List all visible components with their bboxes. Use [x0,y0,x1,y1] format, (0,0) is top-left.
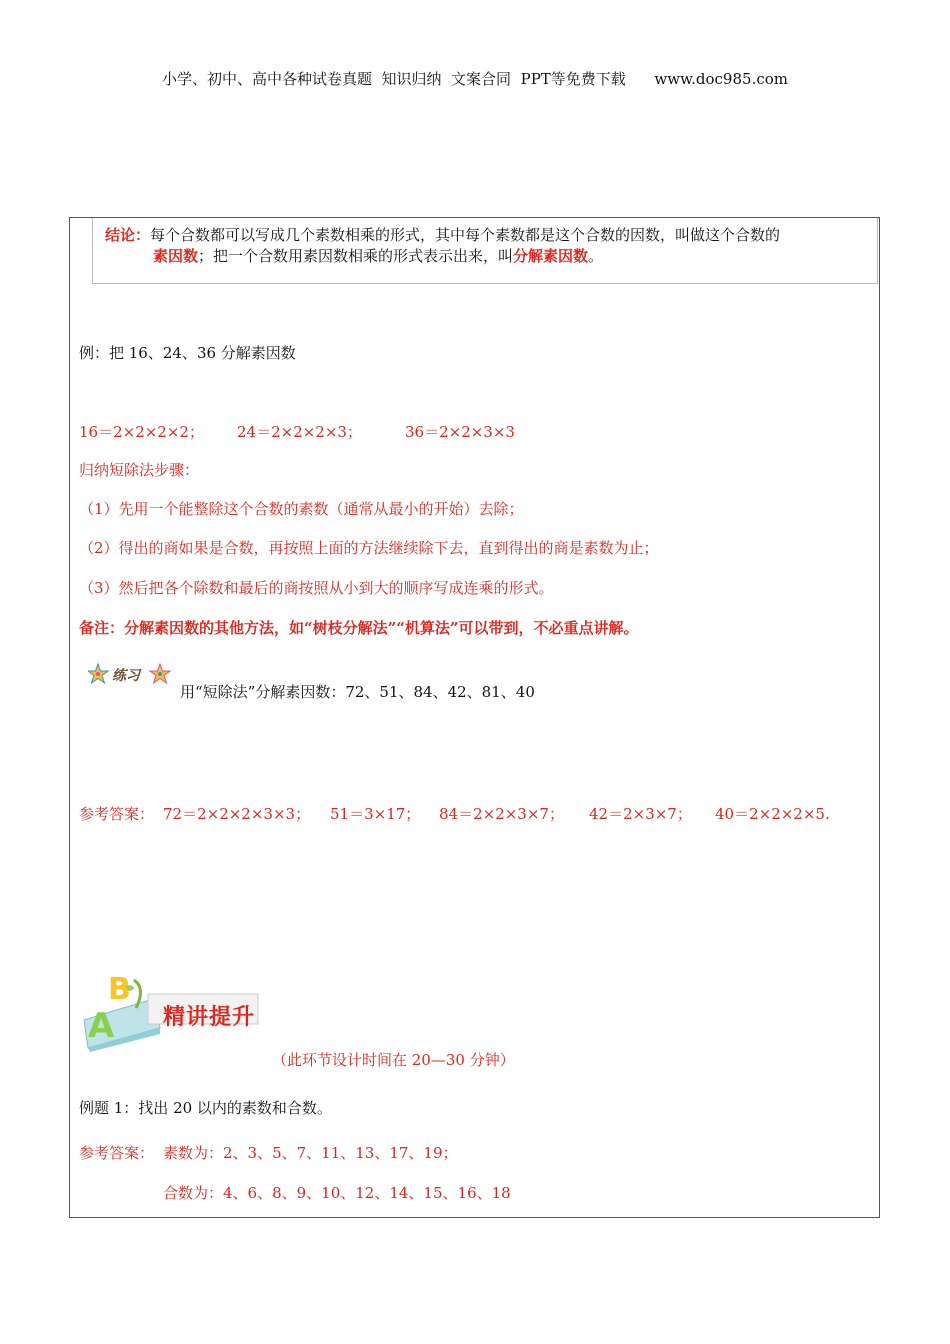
logo-letter-a: A [88,1006,115,1046]
step-3: （3）然后把各个除数和最后的商按照从小到大的顺序写成连乘的形式。 [79,579,554,597]
steps-title: 归纳短除法步骤： [79,461,200,479]
practice-prompt: 用“短除法”分解素因数：72、51、84、42、81、40 [180,683,535,701]
step-1: （1）先用一个能整除这个合数的素数（通常从最小的开始）去除； [79,500,524,518]
practice-answer-label: 参考答案： [79,805,155,823]
conclusion-text-2: ；把一个合数用素因数相乘的形式表示出来，叫 [198,247,514,265]
practice-answer-51: 51＝3×17； [330,805,421,823]
page-header: 小学、初中、高中各种试卷真题 知识归纳 文案合同 PPT等免费下载 www.doc985.com [161,70,788,88]
practice-answer-84: 84＝2×2×3×7； [439,805,564,823]
practice-answer-72: 72＝2×2×2×3×3； [163,805,311,823]
conclusion-term-factorization: 分解素因数 [513,247,589,265]
example1-primes: 素数为：2、3、5、7、11、13、17、19； [163,1144,458,1162]
practice-answer-42: 42＝2×3×7； [589,805,692,823]
example-prompt: 例：把 16、24、36 分解素因数 [79,344,296,362]
section-title: 精讲提升 [163,1005,256,1030]
example1-prompt: 例题 1：找出 20 以内的素数和合数。 [79,1099,332,1117]
step-2: （2）得出的商如果是合数，再按照上面的方法继续除下去，直到得出的商是素数为止； [79,539,659,557]
note: 备注：分解素因数的其他方法，如“树枝分解法”“机算法”可以带到，不必重点讲解。 [79,619,639,637]
conclusion-term-prime-factor: 素因数 [153,247,199,265]
practice-answer-40: 40＝2×2×2×5. [715,805,830,823]
practice-badge-label: 练习 [112,668,140,684]
example1-answer-label: 参考答案： [79,1144,155,1162]
conclusion-line-2 [153,243,603,269]
example-answer-36: 36＝2×2×3×3 [405,423,515,441]
example1-composites: 合数为：4、6、8、9、10、12、14、15、16、18 [163,1184,511,1202]
conclusion-label: 结论： [105,226,151,244]
section-time-note: （此环节设计时间在 20—30 分钟） [272,1051,515,1069]
conclusion-text-end: 。 [588,247,604,265]
example-answer-24: 24＝2×2×2×3； [237,423,362,441]
practice-badge [88,662,172,688]
conclusion-text-1: 每个合数都可以写成几个素数相乘的形式，其中每个素数都是这个合数的因数，叫做这个合数的 [150,226,781,244]
example-answer-16: 16＝2×2×2×2； [79,423,204,441]
logo-letter-b: B [108,972,131,1007]
